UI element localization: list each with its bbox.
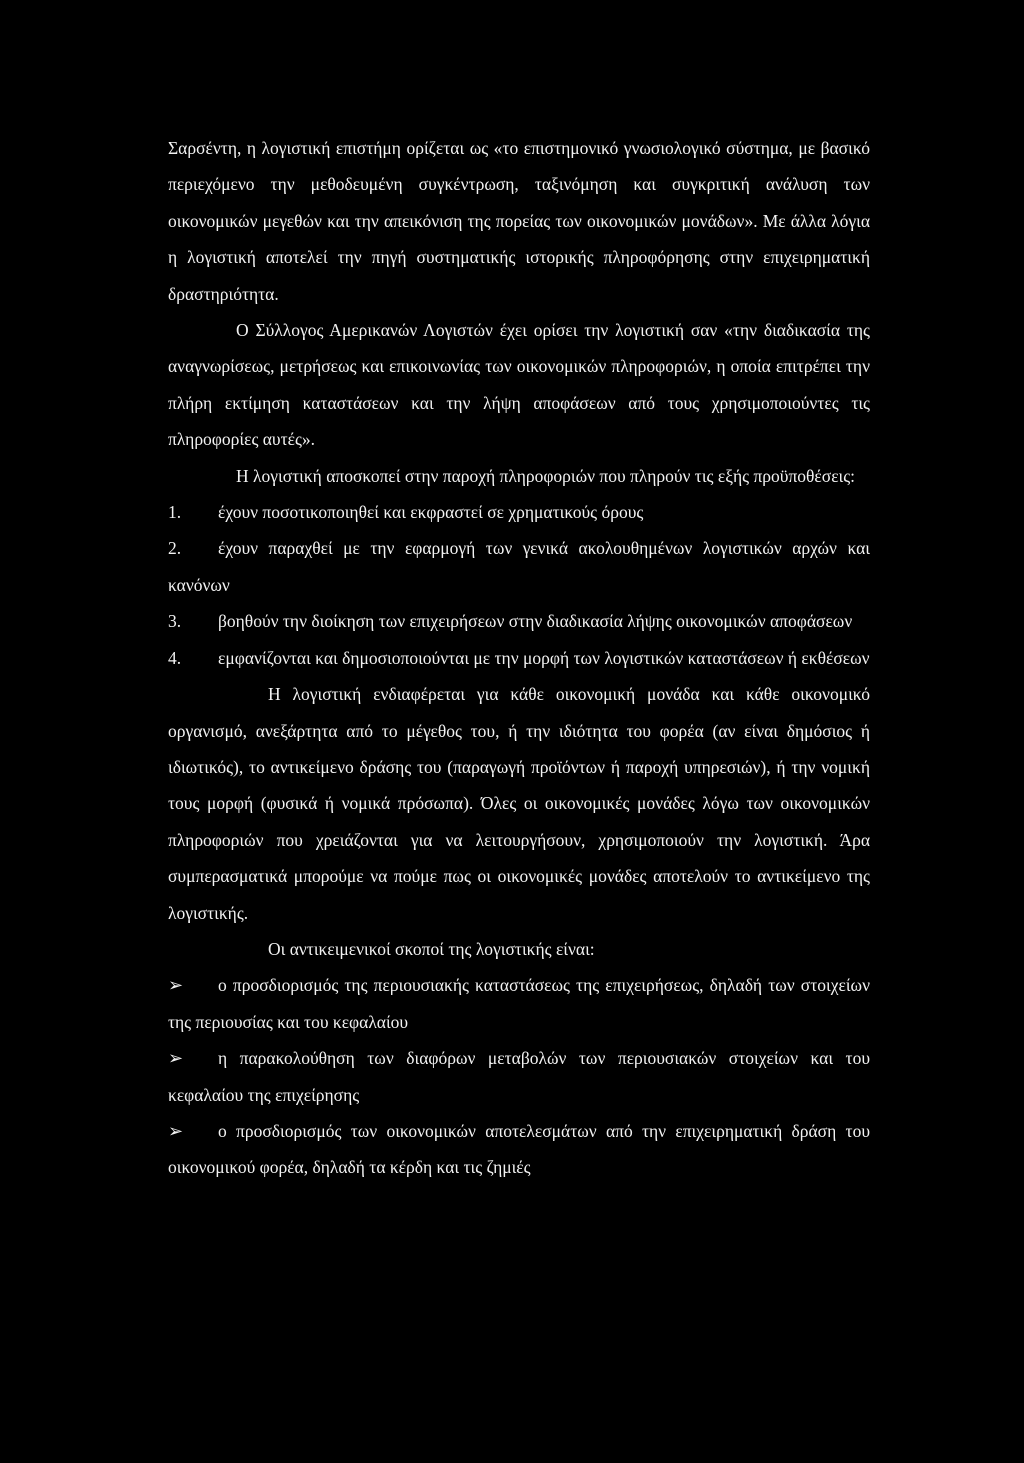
bullet-item-text: ο προσδιορισμός της περιουσιακής καταστάσεως της επιχειρήσεως, δηλαδή των στοιχείων της περιουσίας και του κεφαλαίου bbox=[168, 975, 870, 1032]
list-item-number: 3. bbox=[168, 611, 182, 632]
paragraph-information-requirements: Η λογιστική αποσκοπεί στην παροχή πληροφοριών που πληρούν τις εξής προϋποθέσεις: bbox=[236, 465, 856, 486]
numbered-list bbox=[168, 494, 870, 676]
arrow-bullet-icon: ➢ bbox=[168, 1048, 184, 1069]
list-item-number: 4. bbox=[168, 647, 182, 668]
list-item bbox=[168, 640, 870, 676]
list-item-text: έχουν παραχθεί με την εφαρμογή των γενικά ακολουθημένων λογιστικών αρχών και κανόνων bbox=[168, 538, 870, 595]
bullet-item-text: ο προσδιορισμός των οικονομικών αποτελεσμάτων από την επιχειρηματική δράση του οικονομικού φορέα, δηλαδή τα κέρδη και τις ζημιές bbox=[168, 1120, 870, 1178]
arrow-bullet-icon: ➢ bbox=[168, 1120, 184, 1141]
bullet-item-text: η παρακολούθηση των διαφόρων μεταβολών των περιουσιακών στοιχείων και του κεφαλαίου της επιχείρησης bbox=[168, 1048, 870, 1105]
bullet-list bbox=[168, 967, 870, 1185]
document-page bbox=[168, 130, 870, 1186]
list-item-text: βοηθούν την διοίκηση των επιχειρήσεων στην διαδικασία λήψης οικονομικών αποφάσεων bbox=[218, 611, 853, 632]
list-item-text: εμφανίζονται και δημοσιοποιούνται με την μορφή των λογιστικών καταστάσεων ή εκθέσεων bbox=[218, 647, 870, 668]
list-item bbox=[168, 603, 870, 639]
paragraph-accounting-scope: Η λογιστική ενδιαφέρεται για κάθε οικονομική μονάδα και κάθε οικονομικό οργανισμό, ανεξάρτητα από το μέγεθος του, ή την ιδιότητα του φορέα (αν είναι δημόσιος ή ιδιωτικός), το αντικείμενο δράσης του (παραγωγή προϊόντων ή παροχή υπηρεσιών), ή την νομική τους μορφή (φυσικά ή νομικά πρόσωπα). Όλες οι οικονομικές μονάδες λόγω των οικονομικών πληροφοριών που χρειάζονται για να λειτουργήσουν, χρησιμοποιούν την λογιστική. Άρα συμπερασματικά μπορούμε να πούμε πως οι οικονομικές μονάδες αποτελούν το αντικείμενο της λογιστικής. bbox=[168, 684, 870, 923]
list-item-number: 2. bbox=[168, 538, 182, 559]
arrow-bullet-icon: ➢ bbox=[168, 975, 184, 996]
bullet-item bbox=[168, 967, 870, 1040]
bullet-item bbox=[168, 1113, 870, 1186]
paragraph-objectives-intro: Οι αντικειμενικοί σκοποί της λογιστικής είναι: bbox=[268, 938, 595, 959]
list-item bbox=[168, 494, 870, 530]
paragraph-aicpa-definition: Ο Σύλλογος Αμερικανών Λογιστών έχει ορίσει την λογιστική σαν «την διαδικασία της αναγνωρίσεως, μετρήσεως και επικοινωνίας των οικονομικών πληροφοριών, η οποία επιτρέπει την πλήρη εκτίμηση καταστάσεων και την λήψη αποφάσεων από τους χρησιμοποιούντες τις πληροφορίες αυτές». bbox=[168, 320, 870, 450]
list-item-number: 1. bbox=[168, 502, 182, 523]
list-item-text: έχουν ποσοτικοποιηθεί και εκφραστεί σε χρηματικούς όρους bbox=[218, 502, 644, 523]
paragraph-definition-sarsenti: Σαρσέντη, η λογιστική επιστήμη ορίζεται ως «το επιστημονικό γνωσιολογικό σύστημα, με βασικό περιεχόμενο την μεθοδευμένη συγκέντρωση, ταξινόμηση και συγκριτική ανάλυση των οικονομικών μεγεθών και την απεικόνιση της πορείας των οικονομικών μονάδων». Με άλλα λόγια η λογιστική αποτελεί την πηγή συστηματικής ιστορικής πληροφόρησης στην επιχειρηματική δραστηριότητα. bbox=[168, 138, 870, 304]
bullet-item bbox=[168, 1040, 870, 1113]
list-item bbox=[168, 530, 870, 603]
